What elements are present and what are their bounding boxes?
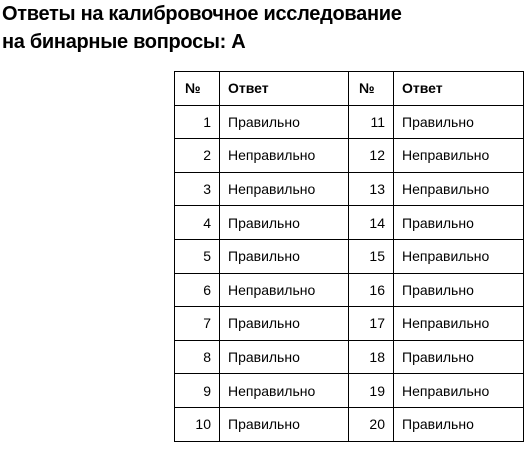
answer-cell: Правильно [394,105,524,139]
table-row [175,105,524,139]
question-number: 11 [349,105,394,139]
answer-cell: Правильно [394,340,524,374]
header-answer-right: Ответ [394,72,524,106]
question-number: 15 [349,239,394,273]
answer-cell: Правильно [220,407,349,441]
question-number: 13 [349,172,394,206]
header-number-left: № [175,72,220,106]
page-title [2,0,522,56]
title-line-2: на бинарные вопросы: A [2,31,246,53]
answer-cell: Неправильно [394,374,524,408]
title-line-1: Ответы на калибровочное исследование [2,3,402,25]
table-row [175,374,524,408]
question-number: 3 [175,172,220,206]
question-number: 16 [349,273,394,307]
answer-cell: Правильно [394,273,524,307]
question-number: 20 [349,407,394,441]
answer-cell: Правильно [220,206,349,240]
answer-cell: Правильно [220,105,349,139]
table-header-row [175,72,524,106]
question-number: 14 [349,206,394,240]
question-number: 2 [175,139,220,173]
answer-cell: Неправильно [394,172,524,206]
answer-cell: Неправильно [220,172,349,206]
table-row [175,407,524,441]
header-number-right: № [349,72,394,106]
table-row [175,206,524,240]
question-number: 6 [175,273,220,307]
answer-cell: Неправильно [394,139,524,173]
table-row [175,340,524,374]
answers-table [174,71,524,442]
table-row [175,172,524,206]
answer-cell: Правильно [220,239,349,273]
table-row [175,273,524,307]
answer-cell: Неправильно [220,139,349,173]
answer-cell: Правильно [220,307,349,341]
answer-cell: Неправильно [220,374,349,408]
answer-cell: Неправильно [394,239,524,273]
question-number: 1 [175,105,220,139]
question-number: 8 [175,340,220,374]
question-number: 4 [175,206,220,240]
answer-cell: Неправильно [394,307,524,341]
question-number: 7 [175,307,220,341]
question-number: 17 [349,307,394,341]
question-number: 18 [349,340,394,374]
question-number: 9 [175,374,220,408]
table-row [175,239,524,273]
table-row [175,139,524,173]
table-row [175,307,524,341]
answer-cell: Неправильно [220,273,349,307]
header-answer-left: Ответ [220,72,349,106]
question-number: 10 [175,407,220,441]
question-number: 19 [349,374,394,408]
answer-cell: Правильно [394,206,524,240]
question-number: 12 [349,139,394,173]
question-number: 5 [175,239,220,273]
answer-cell: Правильно [220,340,349,374]
answer-cell: Правильно [394,407,524,441]
